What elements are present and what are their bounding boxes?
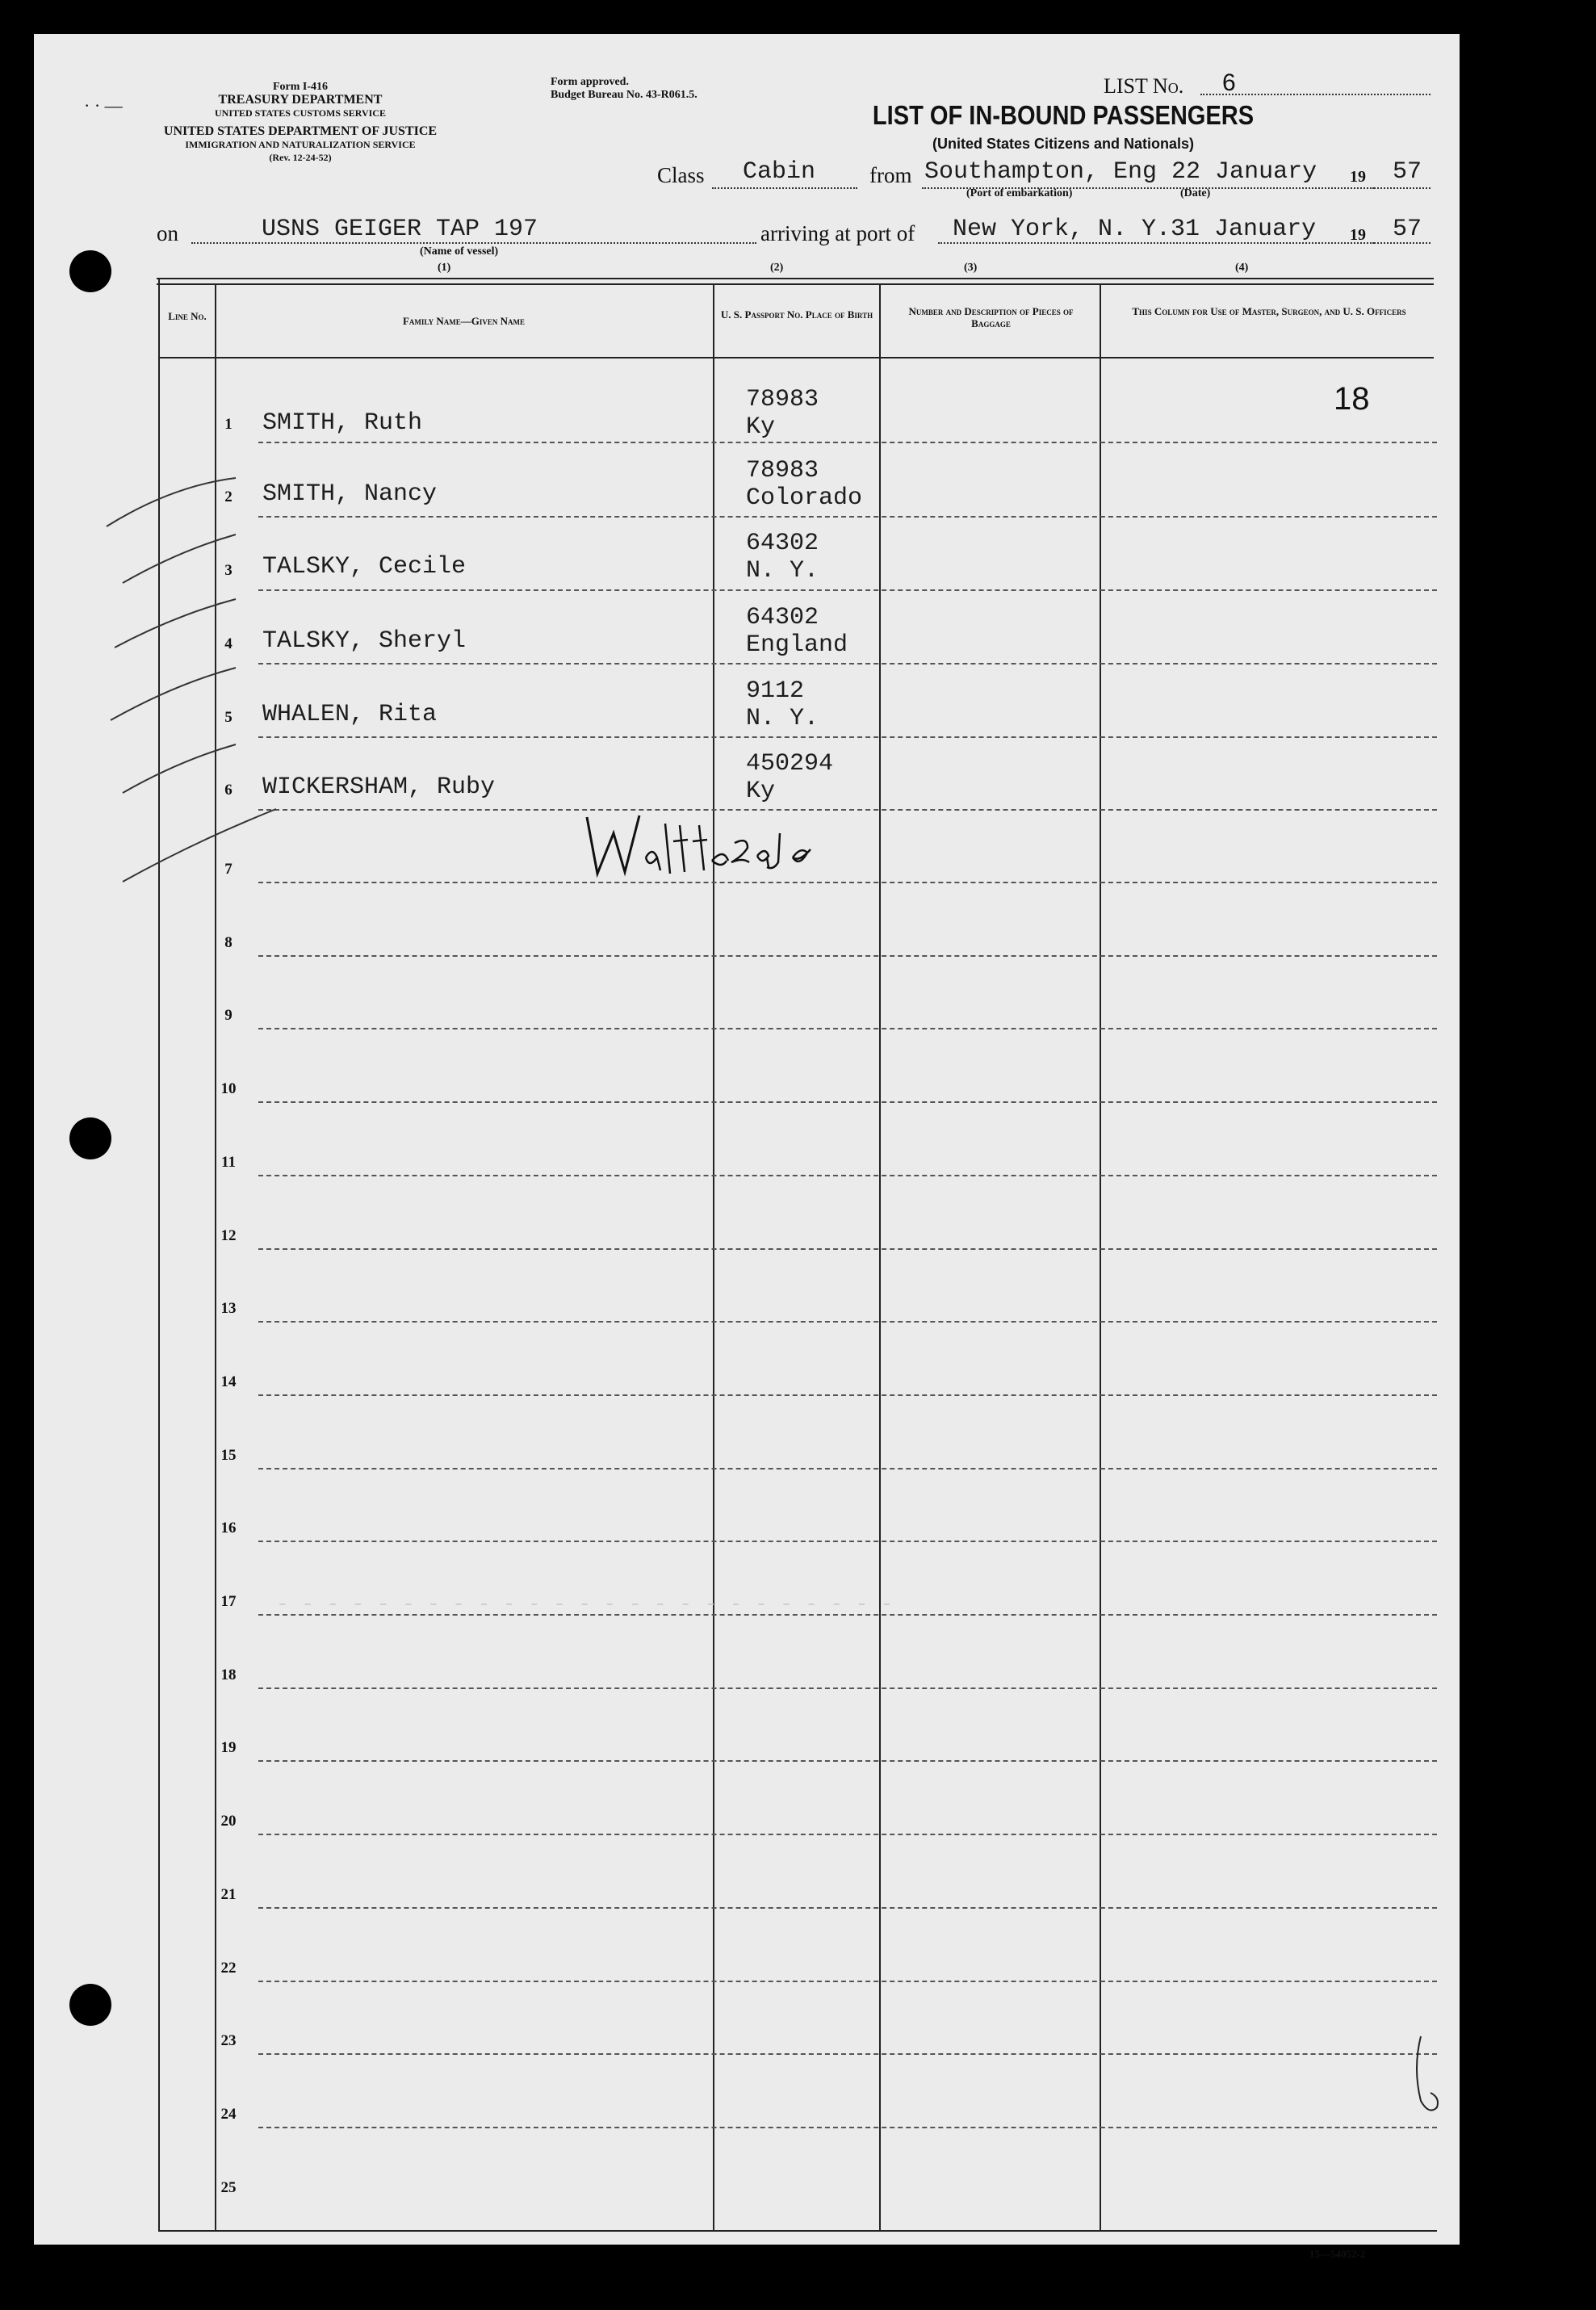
line-number: 15 bbox=[220, 1447, 237, 1464]
header-passport: U. S. Passport No. Place of Birth bbox=[720, 308, 873, 321]
passport-column-divider bbox=[879, 283, 881, 2232]
line-number: 13 bbox=[220, 1300, 237, 1317]
header-officers: This Column for Use of Master, Surgeon, and U. S. Officers bbox=[1132, 305, 1406, 317]
passport-number: 78983 bbox=[746, 386, 819, 413]
line-number: 16 bbox=[220, 1520, 237, 1537]
line-number: 17 bbox=[220, 1593, 237, 1610]
line-number: 18 bbox=[220, 1666, 237, 1683]
vessel-caption: (Name of vessel) bbox=[420, 245, 499, 258]
passenger-name: WICKERSHAM, Ruby bbox=[262, 773, 496, 801]
year-prefix: 19 bbox=[1350, 168, 1366, 186]
row-rule bbox=[258, 1175, 1437, 1176]
header-baggage: Number and Description of Pieces of Baggage bbox=[908, 305, 1074, 329]
arriving-label: arriving at port of bbox=[760, 221, 915, 245]
passport-number: 78983 bbox=[746, 457, 819, 484]
line-number: 3 bbox=[224, 562, 232, 579]
line-number: 25 bbox=[220, 2179, 237, 2196]
line-number: 19 bbox=[220, 1739, 237, 1756]
row-rule bbox=[258, 1760, 1437, 1762]
line-number: 2 bbox=[224, 488, 232, 505]
row-rule bbox=[258, 1981, 1437, 1982]
bleed-through: - - - - - - - - - - - - - - - - - - - - - - - - - bbox=[276, 1592, 894, 1616]
revision-date: (Rev. 12-24-52) bbox=[269, 152, 332, 163]
port-caption: (Port of embarkation) bbox=[966, 187, 1073, 199]
approval-block bbox=[551, 76, 697, 102]
passport-number: 64302 bbox=[746, 530, 819, 557]
line-number: 11 bbox=[221, 1154, 236, 1171]
column-number-3: (3) bbox=[964, 262, 978, 274]
from-label: from bbox=[869, 163, 912, 187]
table-header-rule bbox=[160, 357, 1434, 358]
place-of-birth: N. Y. bbox=[746, 557, 819, 585]
row-rule bbox=[258, 2127, 1437, 2128]
margin-mark-text bbox=[1406, 2085, 1407, 2086]
line-number: 24 bbox=[220, 2106, 237, 2123]
passport-number: 64302 bbox=[746, 604, 819, 631]
line-number: 6 bbox=[224, 782, 232, 799]
check-marks bbox=[98, 462, 284, 914]
form-subtitle: (United States Citizens and Nationals) bbox=[932, 136, 1195, 152]
passport-number: 450294 bbox=[746, 750, 834, 778]
line-number: 12 bbox=[220, 1227, 237, 1244]
header-line-no: Line No. bbox=[168, 310, 207, 322]
row-rule bbox=[258, 1907, 1437, 1909]
agency-block bbox=[195, 81, 405, 119]
row-rule bbox=[258, 736, 1437, 738]
line-number: 9 bbox=[224, 1007, 232, 1024]
row-rule bbox=[258, 663, 1437, 664]
row-rule bbox=[258, 1321, 1437, 1323]
line-number: 1 bbox=[224, 416, 232, 433]
line-number: 8 bbox=[224, 934, 232, 951]
row-rule bbox=[258, 516, 1437, 518]
baggage-column-divider bbox=[1100, 283, 1101, 2232]
form-title: LIST OF IN-BOUND PASSENGERS bbox=[872, 100, 1255, 130]
passenger-name: SMITH, Nancy bbox=[262, 480, 438, 508]
form-number: Form I-416 bbox=[272, 81, 329, 93]
line-number: 7 bbox=[224, 861, 232, 878]
table-bottom-border bbox=[158, 2230, 1437, 2232]
margin-check-mark bbox=[1382, 2028, 1455, 2125]
passenger-name: TALSKY, Sheryl bbox=[262, 627, 467, 655]
line-number: 20 bbox=[220, 1813, 237, 1830]
date-caption: (Date) bbox=[1180, 187, 1211, 199]
line-number: 10 bbox=[220, 1080, 237, 1097]
row-rule bbox=[258, 882, 1437, 883]
place-of-birth: N. Y. bbox=[746, 705, 819, 732]
arrival-value: New York, N. Y.31 January bbox=[953, 216, 1317, 243]
on-label: on bbox=[157, 221, 178, 245]
passenger-name: WHALEN, Rita bbox=[262, 701, 438, 728]
passenger-name: TALSKY, Cecile bbox=[262, 553, 467, 581]
row-rule bbox=[258, 1468, 1437, 1469]
row-rule bbox=[258, 1834, 1437, 1835]
justice-block bbox=[147, 125, 454, 164]
row-rule bbox=[258, 2053, 1437, 2055]
list-number-label: LIST No. bbox=[1104, 74, 1184, 98]
row-rule bbox=[258, 442, 1437, 443]
justice-department: UNITED STATES DEPARTMENT OF JUSTICE bbox=[163, 124, 438, 138]
class-label: Class bbox=[657, 163, 705, 187]
column-number-1: (1) bbox=[438, 262, 451, 274]
year-value: 57 bbox=[1393, 158, 1422, 186]
row-rule bbox=[258, 955, 1437, 957]
place-of-birth: Colorado bbox=[746, 484, 863, 512]
class-value: Cabin bbox=[743, 158, 816, 186]
customs-service: UNITED STATES CUSTOMS SERVICE bbox=[215, 107, 386, 119]
handwritten-signature bbox=[551, 801, 825, 890]
row-rule bbox=[258, 1394, 1437, 1396]
line-number: 4 bbox=[224, 635, 232, 652]
line-number: 22 bbox=[220, 1960, 237, 1977]
punch-hole bbox=[69, 1117, 111, 1159]
passport-number: 9112 bbox=[746, 677, 805, 705]
document-page bbox=[34, 34, 1460, 2260]
arrival-year-value: 57 bbox=[1393, 216, 1422, 243]
line-number: 21 bbox=[220, 1886, 237, 1903]
officer-note: 18 bbox=[1334, 381, 1370, 417]
class-line bbox=[712, 187, 857, 189]
table-top-border bbox=[157, 278, 1434, 279]
immigration-service: IMMIGRATION AND NATURALIZATION SERVICE bbox=[185, 139, 416, 150]
stray-marks: · · — bbox=[84, 95, 123, 115]
row-rule bbox=[258, 809, 1437, 811]
column-number-4: (4) bbox=[1235, 262, 1249, 274]
table-top-border-inner bbox=[157, 283, 1434, 285]
row-rule bbox=[258, 1687, 1437, 1689]
form-approved: Form approved. bbox=[551, 76, 629, 88]
passenger-name: SMITH, Ruth bbox=[262, 409, 423, 437]
row-rule bbox=[258, 589, 1437, 591]
place-of-birth: Ky bbox=[746, 413, 776, 441]
treasury-department: TREASURY DEPARTMENT bbox=[218, 93, 383, 107]
row-rule bbox=[258, 1101, 1437, 1103]
line-number: 23 bbox=[220, 2032, 237, 2049]
column-number-2: (2) bbox=[770, 262, 784, 274]
place-of-birth: Ky bbox=[746, 778, 776, 805]
row-rule bbox=[258, 1541, 1437, 1542]
name-column-divider bbox=[713, 283, 714, 2232]
line-number: 5 bbox=[224, 709, 232, 726]
header-name: Family Name—Given Name bbox=[402, 315, 525, 327]
from-value: Southampton, Eng 22 January bbox=[924, 158, 1317, 186]
place-of-birth: England bbox=[746, 631, 848, 659]
year-line bbox=[1374, 187, 1431, 189]
line-number: 14 bbox=[220, 1373, 237, 1390]
budget-bureau: Budget Bureau No. 43-R061.5. bbox=[551, 89, 697, 101]
arrival-year-prefix: 19 bbox=[1350, 226, 1366, 244]
list-number-value: 6 bbox=[1222, 69, 1236, 96]
form-serial: 15—54052-2 bbox=[1309, 2248, 1366, 2260]
row-rule bbox=[258, 1028, 1437, 1029]
punch-hole bbox=[69, 250, 111, 292]
punch-hole bbox=[69, 1984, 111, 2026]
row-rule bbox=[258, 1248, 1437, 1250]
vessel-value: USNS GEIGER TAP 197 bbox=[262, 216, 538, 243]
